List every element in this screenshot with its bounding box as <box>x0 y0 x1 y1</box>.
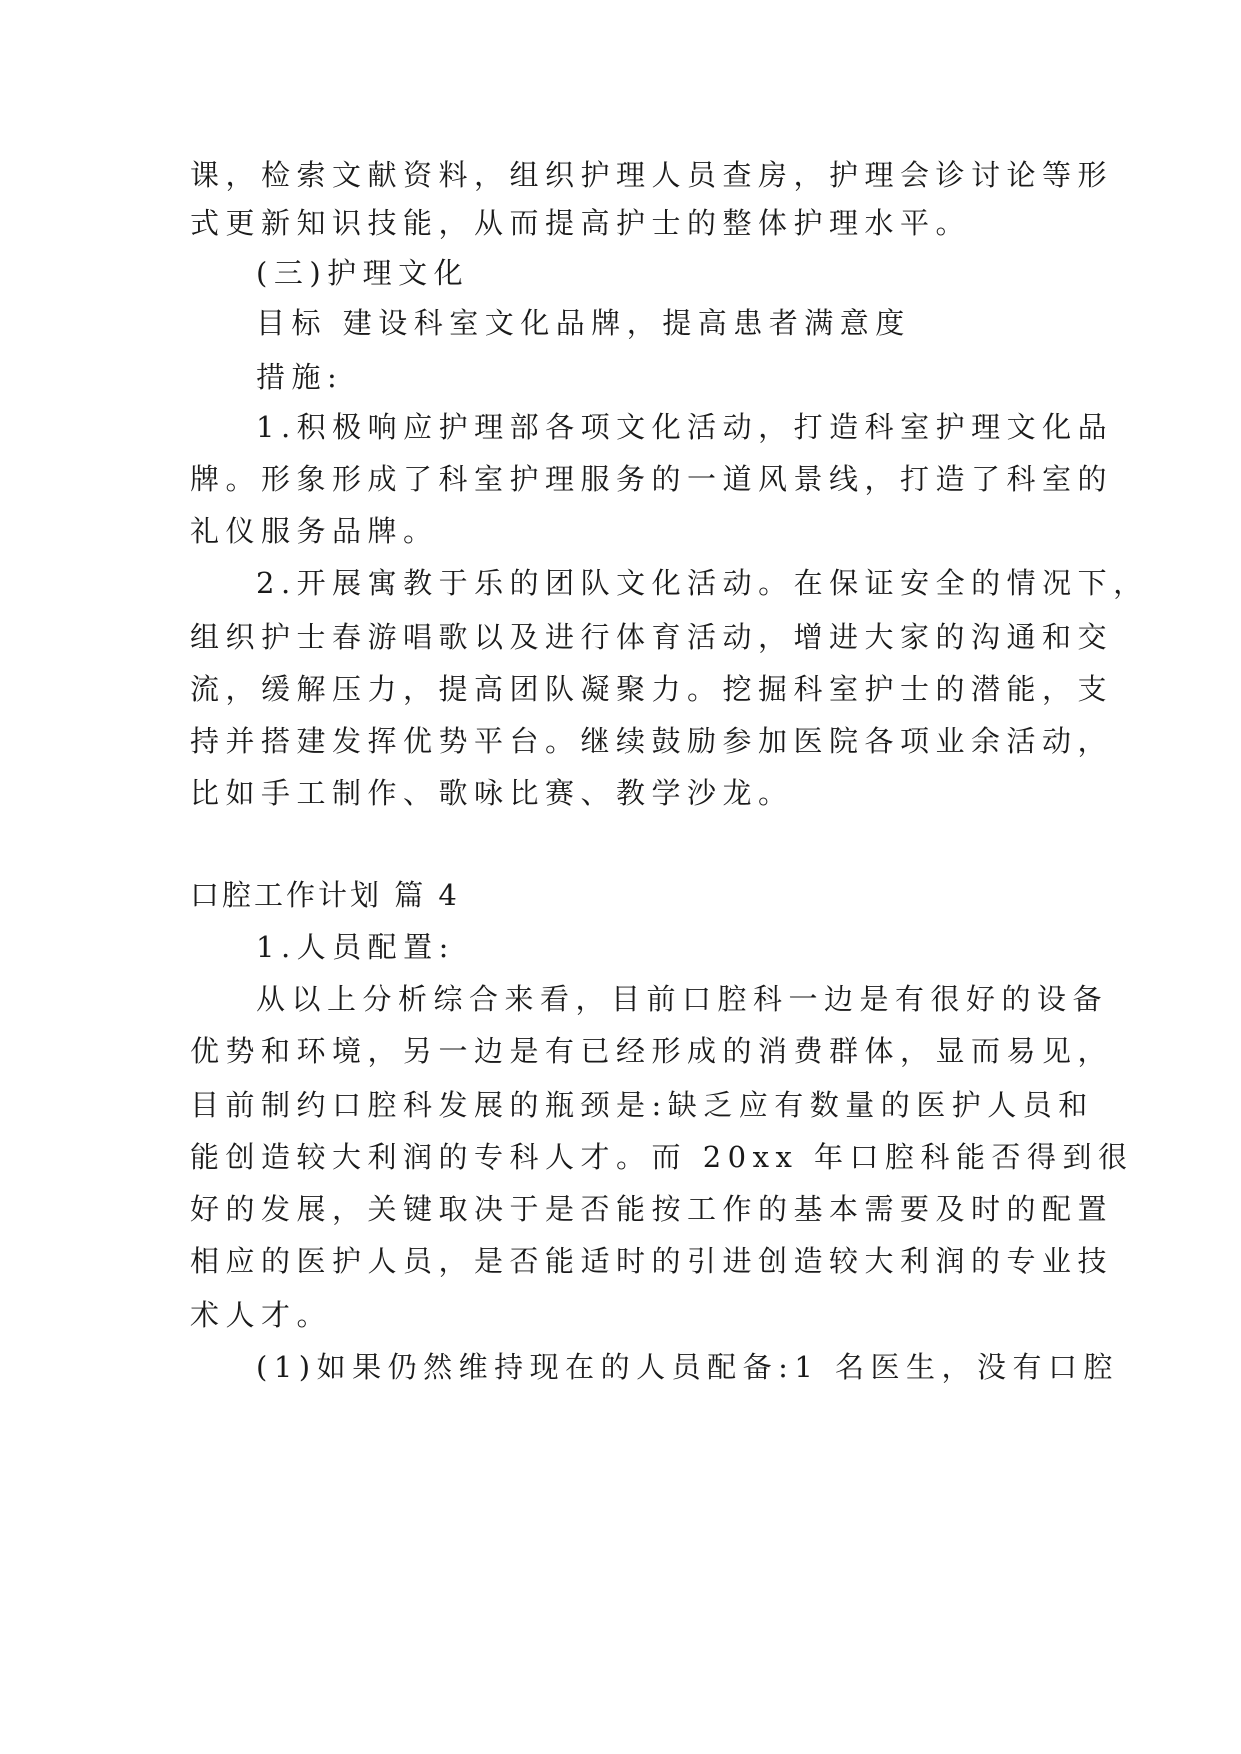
paragraph-line: 式更新知识技能，从而提高护士的整体护理水平。 <box>190 206 972 240</box>
list-item-line: 牌。形象形成了科室护理服务的一道风景线，打造了科室的 <box>190 462 1114 496</box>
list-item-line: 组织护士春游唱歌以及进行体育活动，增进大家的沟通和交 <box>190 620 1114 654</box>
chapter-heading: 口腔工作计划 篇 4 <box>190 878 460 912</box>
paragraph-line: 优势和环境，另一边是有已经形成的消费群体，显而易见， <box>190 1034 1114 1068</box>
list-item-line: 持并搭建发挥优势平台。继续鼓励参加医院各项业余活动， <box>190 724 1114 758</box>
paragraph-line: 课，检索文献资料，组织护理人员查房，护理会诊讨论等形 <box>190 158 1114 192</box>
measures-label: 措施: <box>256 360 344 394</box>
list-item-line: 1.积极响应护理部各项文化活动，打造科室护理文化品 <box>256 410 1114 444</box>
paragraph-line: 能创造较大利润的专科人才。而 20xx 年口腔科能否得到很 <box>190 1140 1134 1174</box>
paragraph-line: 从以上分析综合来看，目前口腔科一边是有很好的设备 <box>256 982 1109 1016</box>
paragraph-line: 目前制约口腔科发展的瓶颈是:缺乏应有数量的医护人员和 <box>190 1088 1094 1122</box>
paragraph-line: 相应的医护人员，是否能适时的引进创造较大利润的专业技 <box>190 1244 1114 1278</box>
subsection-heading: 1.人员配置: <box>256 930 455 964</box>
paragraph-line: 好的发展，关键取决于是否能按工作的基本需要及时的配置 <box>190 1192 1114 1226</box>
goal-line: 目标 建设科室文化品牌，提高患者满意度 <box>256 306 911 340</box>
list-item-line: 流，缓解压力，提高团队凝聚力。挖掘科室护士的潜能，支 <box>190 672 1114 706</box>
list-item-line: 比如手工制作、歌咏比赛、教学沙龙。 <box>190 776 794 810</box>
paragraph-line: 术人才。 <box>190 1298 333 1332</box>
list-item-line: 2.开展寓教于乐的团队文化活动。在保证安全的情况下， <box>256 566 1149 600</box>
list-item-line: 礼仪服务品牌。 <box>190 514 439 548</box>
paragraph-line: (1)如果仍然维持现在的人员配备:1 名医生，没有口腔 <box>256 1350 1120 1384</box>
section-heading: (三)护理文化 <box>256 256 470 290</box>
